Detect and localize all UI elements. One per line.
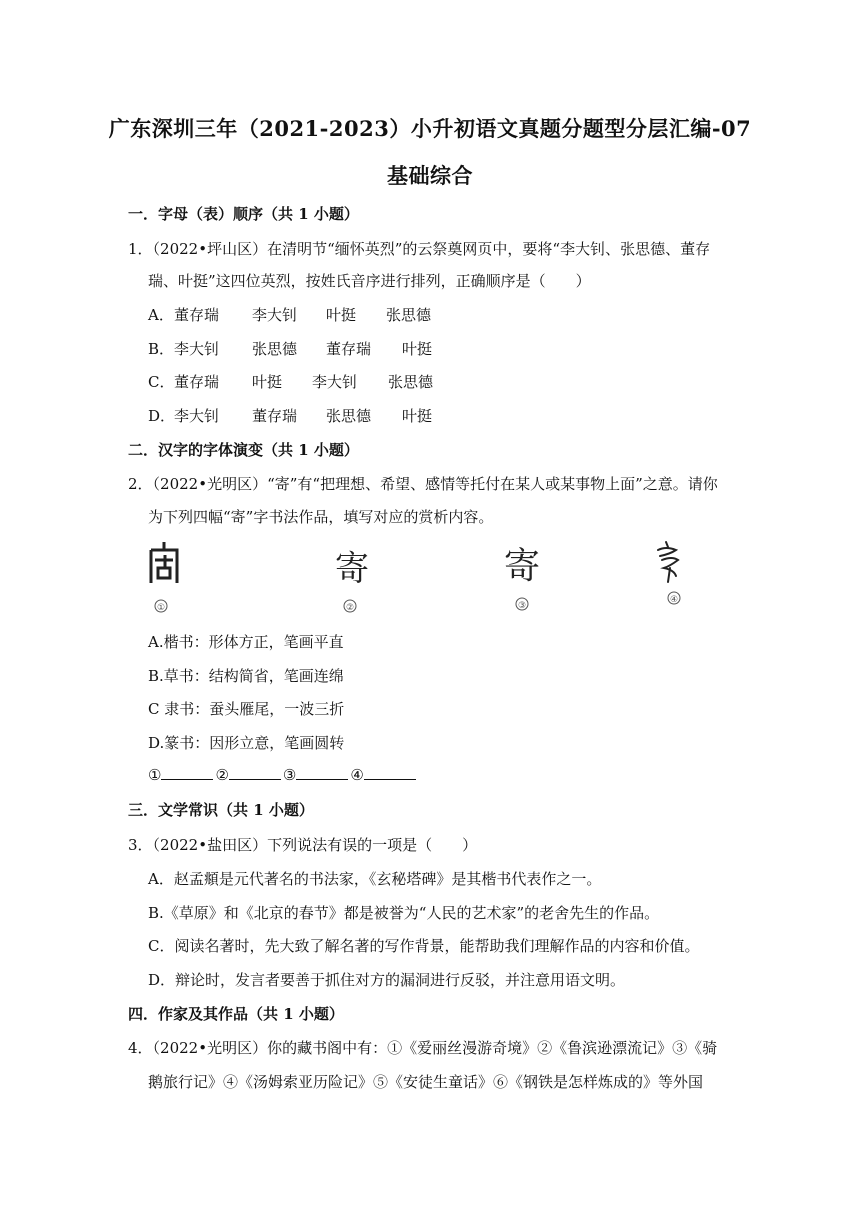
doc-title-line2: 基础综合: [387, 163, 473, 188]
answer-blank-1[interactable]: [161, 765, 213, 780]
q1-line2: 瑞、叶挺”这四位英烈，按姓氏音序进行排列，正确顺序是（ ）: [148, 272, 591, 290]
q3-option-d: D．辩论时，发言者要善于抓住对方的漏洞进行反驳，并注意用语文明。: [148, 971, 626, 989]
svg-text:②: ②: [345, 603, 355, 613]
doc-title-line1: 广东深圳三年（2021-2023）小升初语文真题分题型分层汇编-07: [108, 116, 752, 141]
calligraphy-image-1: [145, 538, 205, 618]
svg-text:寄: 寄: [503, 546, 541, 587]
q2-choice-b: B.草书：结构简省，笔画连绵: [148, 667, 344, 685]
svg-text:①: ①: [156, 603, 166, 613]
q2-choice-c: C 隶书：蚕头雁尾，一波三折: [148, 700, 345, 718]
q1-option-b: B．李大钊 张思德 董存瑞 叶挺: [148, 340, 433, 358]
answer-blank-3[interactable]: [296, 765, 348, 780]
section-heading-2: 二．汉字的字体演变（共 1 小题）: [128, 441, 359, 459]
q2-choice-a: A.楷书：形体方正，笔画平直: [148, 633, 344, 651]
q3-option-c: C．阅读名著时，先大致了解名著的写作背景，能帮助我们理解作品的内容和价值。: [148, 937, 700, 955]
answer-blank-2[interactable]: [229, 765, 281, 780]
calligraphy-image-2: [330, 538, 390, 618]
q2-line1: 2．（2022•光明区）“寄”有“把理想、希望、感情等托付在某人或某事物上面”之意。请你: [128, 475, 718, 493]
q3-option-b: B.《草原》和《北京的春节》都是被誉为“人民的艺术家”的老舍先生的作品。: [148, 904, 660, 922]
q2-choice-d: D.篆书：因形立意，笔画圆转: [148, 734, 345, 752]
q1-option-a: A．董存瑞 李大钊 叶挺 张思德: [148, 306, 432, 324]
svg-text:③: ③: [517, 601, 527, 611]
section-heading-3: 三．文学常识（共 1 小题）: [128, 801, 314, 819]
q1-line1: 1．（2022•坪山区）在清明节“缅怀英烈”的云祭奠网页中，要将“李大钊、张思德、董存: [128, 240, 711, 258]
q3-option-a: A．赵孟頫是元代著名的书法家，《玄秘塔碑》是其楷书代表作之一。: [148, 870, 602, 888]
q2-answer-blanks: ① ② ③ ④: [148, 765, 418, 784]
section-heading-1: 一．字母（表）顺序（共 1 小题）: [128, 205, 359, 223]
q4-line2: 鹅旅行记》④《汤姆索亚历险记》⑤《安徒生童话》⑥《钢铁是怎样炼成的》等外国: [148, 1073, 704, 1091]
q3-line1: 3．（2022•盐田区）下列说法有误的一项是（ ）: [128, 836, 478, 854]
q4-line1: 4．（2022•光明区）你的藏书阁中有：①《爱丽丝漫游奇境》②《鲁滨逊漂流记》③《骑: [128, 1039, 718, 1057]
section-heading-4: 四．作家及其作品（共 1 小题）: [128, 1005, 344, 1023]
q1-option-c: C．董存瑞 叶挺 李大钊 张思德: [148, 373, 434, 391]
answer-blank-4[interactable]: [364, 765, 416, 780]
calligraphy-image-4: [652, 538, 712, 618]
q2-line2: 为下列四幅“寄”字书法作品，填写对应的赏析内容。: [148, 508, 494, 526]
svg-text:寄: 寄: [335, 549, 369, 589]
calligraphy-image-3: [496, 538, 556, 618]
svg-text:④: ④: [669, 595, 679, 605]
q1-option-d: D．李大钊 董存瑞 张思德 叶挺: [148, 407, 433, 425]
